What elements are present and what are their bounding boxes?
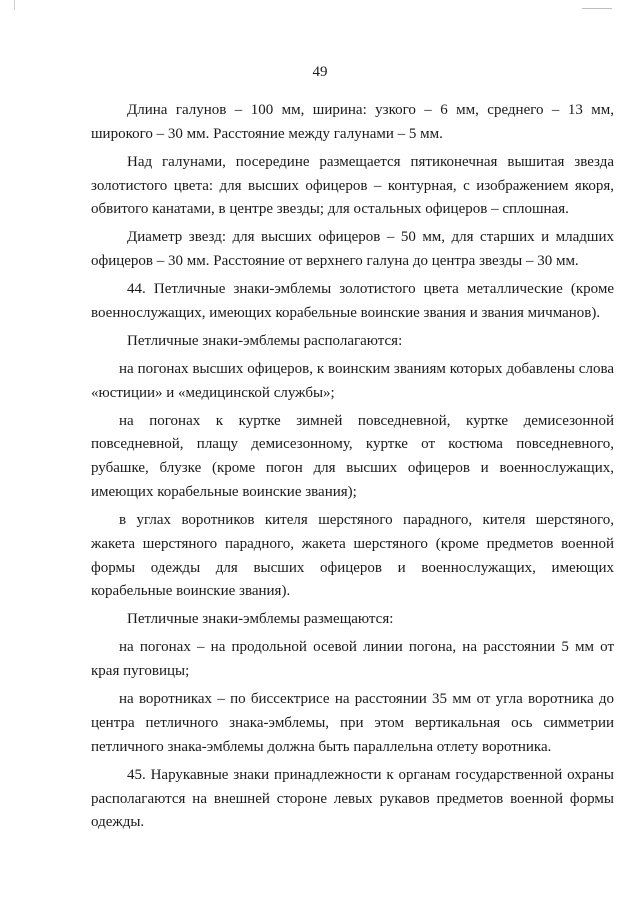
paragraph-emblems-placed: Петличные знаки-эмблемы размещаются:: [127, 611, 394, 628]
paragraph-section-44: 44. Петличные знаки-эмблемы золотистого цвета металлические (кроме военнослужащих, имеющих корабельные воинские звания и звания мичманов).: [91, 281, 614, 321]
paragraph-star-placement: Над галунами, посередине размещается пятиконечная вышитая звезда золотистого цвета: для высших офицеров – контурная, с изображением якоря, обвитого канатами, в центре звезды; для остальных офицеров – сплошная.: [91, 153, 614, 218]
paragraph-star-diameter: Диаметр звезд: для высших офицеров – 50 мм, для старших и младших офицеров – 30 мм. Расстояние от верхнего галуна до центра звезды – 30 мм.: [91, 229, 614, 270]
scan-edge-mark-left: [14, 0, 15, 10]
paragraph-item-jacket-boards: на погонах к куртке зимней повседневной, куртке демисезонной повседневной, плащу демисезонному, куртке от костюма повседневного, рубашке, блузке (кроме погон для высших офицеров и военнослужащих, имеющих корабельные воинские звания);: [91, 412, 614, 501]
paragraph-item-on-collars: на воротниках – по биссектрисе на расстоянии 35 мм от угла воротника до центра петличного знака-эмблемы, при этом вертикальная ось симметрии петличного знака-эмблемы должна быть параллельна отлету воротника.: [91, 691, 614, 755]
paragraph-item-senior-officer-boards: на погонах высших офицеров, к воинским званиям которых добавлены слова «юстиции» и «медицинской службы»;: [91, 360, 614, 401]
paragraph-section-45: 45. Нарукавные знаки принадлежности к органам государственной охраны располагаются на внешней стороне левых рукавов предметов военной формы одежды.: [91, 766, 614, 831]
page-number: 49: [312, 64, 328, 80]
scan-edge-mark-right: [582, 8, 612, 9]
paragraph-braid-dimensions: Длина галунов – 100 мм, ширина: узкого – 6 мм, среднего – 13 мм, широкого – 30 мм. Расстояние между галунами – 5 мм.: [91, 102, 614, 142]
paragraph-item-on-boards: на погонах – на продольной осевой линии погона, на расстоянии 5 мм от края пуговицы;: [91, 639, 614, 680]
paragraph-emblems-located: Петличные знаки-эмблемы располагаются:: [127, 332, 403, 349]
document-body: [91, 99, 614, 839]
paragraph-item-collar-corners: в углах воротников кителя шерстяного парадного, кителя шерстяного, жакета шерстяного парадного, жакета шерстяного (кроме предметов военной формы одежды для высших офицеров и военнослужащих, имеющих корабельные воинские звания).: [91, 512, 614, 600]
